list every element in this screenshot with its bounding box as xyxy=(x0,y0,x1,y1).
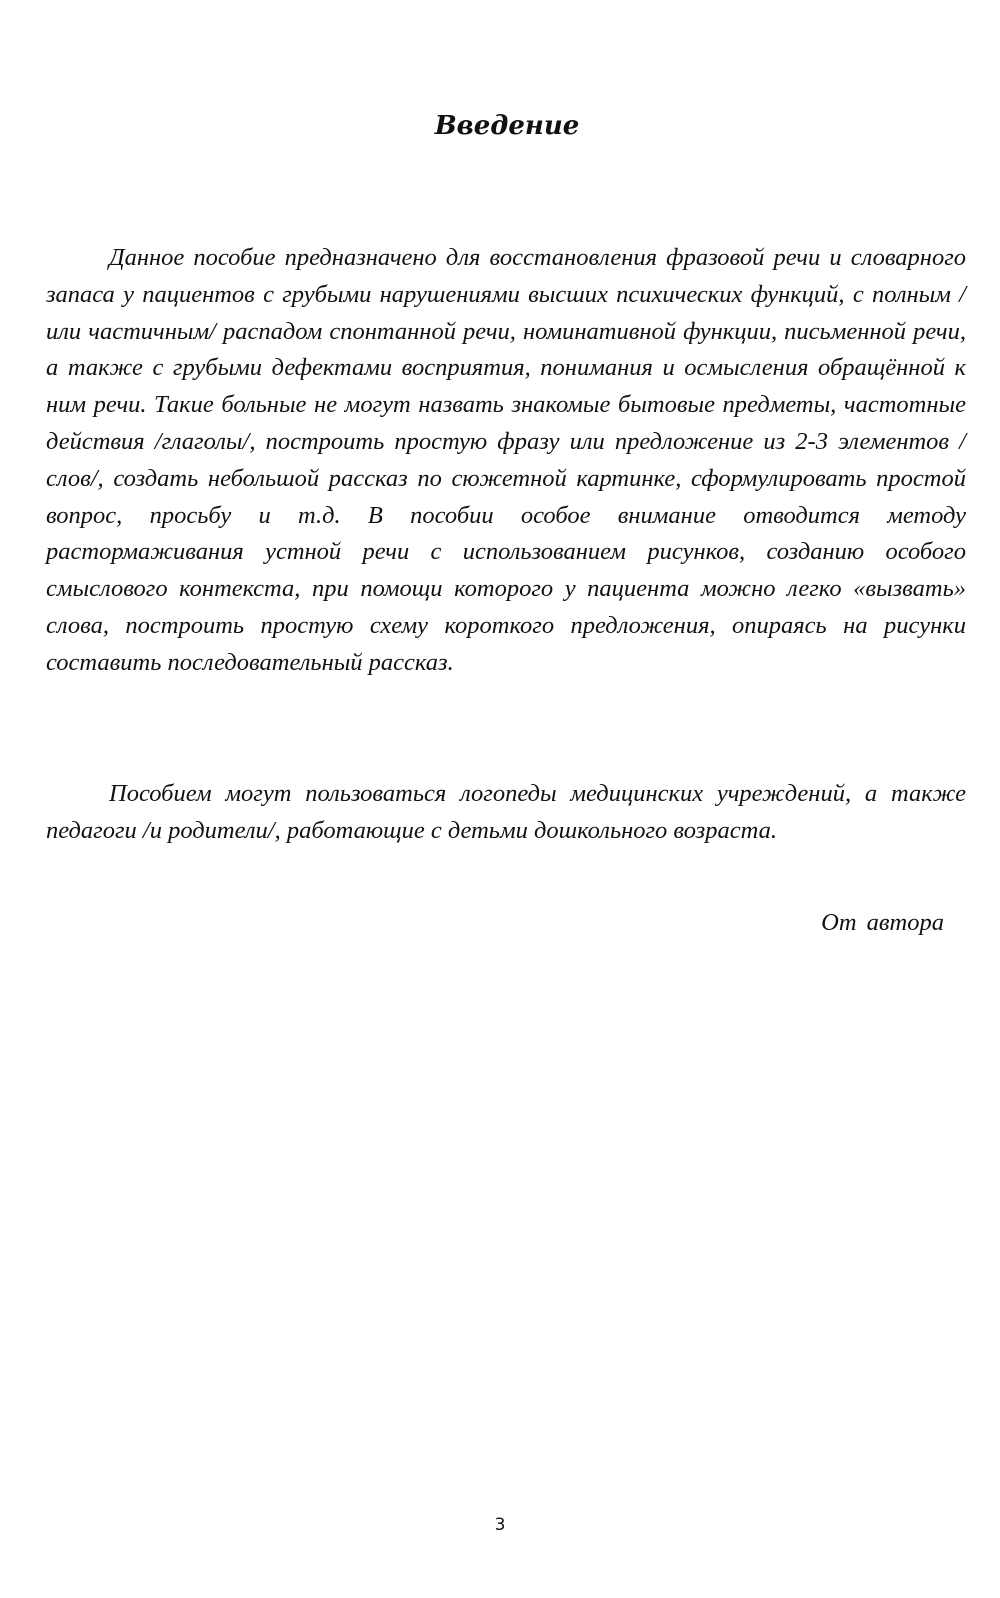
intro-paragraph: Данное пособие предназначено для восстановления фразовой речи и словарного запаса у пациентов с грубыми нарушениями высших психических функций, с полным /или частичным/ распадом спонтанной речи, номинативной функции, письменной речи, а также с грубыми дефектами восприятия, понимания и осмысления обращённой к ним речи. Такие больные не могут назвать знакомые бытовые предметы, частотные действия /глаголы/, построить простую фразу или предложение из 2-3 элементов /слов/, создать небольшой рассказ по сюжетной картинке, сформулировать простой вопрос, просьбу и т.д. В пособии особое внимание отводится методу растормаживания устной речи с использованием рисунков, созданию особого смыслового контекста, при помощи которого у пациента можно легко «вызвать» слова, построить простую схему короткого предложения, опираясь на рисунки составить последовательный рассказ. xyxy=(46,244,966,676)
author-signature: От автора xyxy=(821,909,944,936)
page-number: 3 xyxy=(494,1515,506,1535)
audience-paragraph: Пособием могут пользоваться логопеды медицинских учреждений, а также педагоги /и родители/, работающие с детьми дошкольного возраста. xyxy=(46,780,966,844)
page-title: Введение xyxy=(434,111,580,141)
